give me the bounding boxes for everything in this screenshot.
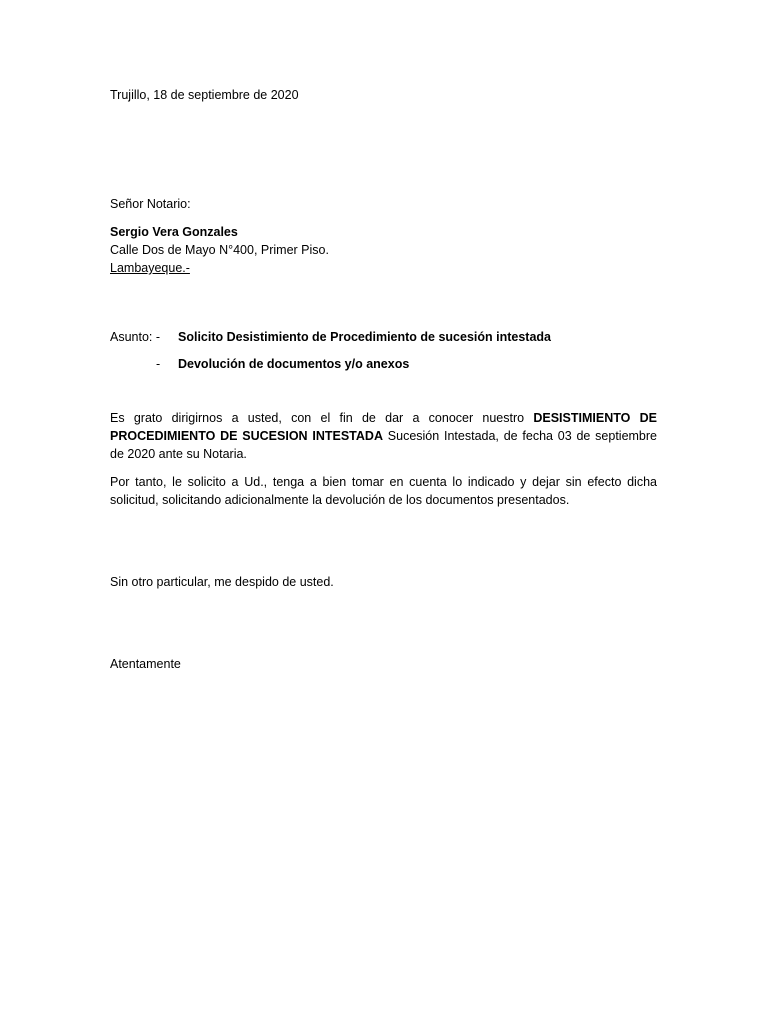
subject-line xyxy=(110,328,551,346)
salutation: Señor Notario: xyxy=(110,197,191,211)
body-paragraph-2: Por tanto, le solicito a Ud., tenga a bien tomar en cuenta lo indicado y dejar sin efecto dicha solicitud, solicitando adicionalmente la devolución de los documentos presentados. xyxy=(110,475,657,507)
date-line: Trujillo, 18 de septiembre de 2020 xyxy=(110,88,299,102)
recipient-name: Sergio Vera Gonzales xyxy=(110,225,238,239)
body-p1-bold: DESISTIMIENTO DE PROCEDIMIENTO DE SUCESION INTESTADA xyxy=(110,411,657,443)
recipient-block xyxy=(110,223,329,277)
subject-line-2 xyxy=(156,355,409,373)
body-p1-text-start: Es grato dirigirnos a usted, con el fin de dar a conocer nuestro xyxy=(110,411,534,425)
closing-line: Sin otro particular, me despido de usted. xyxy=(110,575,334,589)
subject-item-2: Devolución de documentos y/o anexos xyxy=(178,357,410,371)
subject-dash: - xyxy=(156,357,161,371)
sign-off: Atentamente xyxy=(110,657,181,671)
subject-item-1: Solicito Desistimiento de Procedimiento de sucesión intestada xyxy=(178,330,552,344)
body-p1-text-end: Sucesión Intestada, de fecha 03 de septiembre de 2020 ante su Notaria. xyxy=(110,429,657,461)
recipient-address: Calle Dos de Mayo N°400, Primer Piso. xyxy=(110,243,329,257)
subject-label: Asunto: - xyxy=(110,330,161,344)
recipient-city: Lambayeque.- xyxy=(110,261,190,275)
body-paragraph-1 xyxy=(110,409,657,463)
